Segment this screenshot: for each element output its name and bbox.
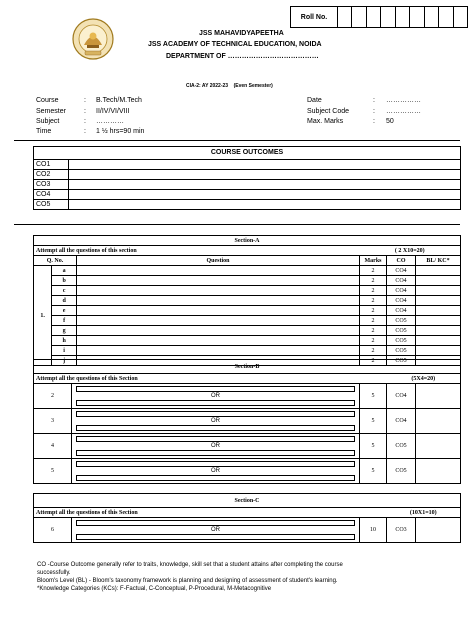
footer-co-note: CO -Course Outcome generally refer to traits, knowledge, skill set that a student attains after completing the course (37, 562, 343, 568)
time-sep: : (84, 128, 86, 135)
section-b-qno: 4 (34, 434, 72, 459)
max-marks-value: 50 (386, 118, 394, 125)
sub-question-letter: j (52, 356, 77, 366)
institute-seal-logo (72, 18, 114, 60)
question-bl-kc (416, 266, 461, 276)
question-with-or (72, 409, 360, 434)
header-co: CO (387, 256, 416, 266)
question-marks: 2 (360, 326, 387, 336)
question-text (77, 286, 360, 296)
sub-question-letter: c (52, 286, 77, 296)
question-bl-kc (416, 384, 461, 409)
section-b-qno: 5 (34, 459, 72, 484)
org-line-2: JSS ACADEMY OF TECHNICAL EDUCATION, NOIDA (148, 41, 322, 48)
divider-line (14, 224, 460, 225)
footer-notes (37, 561, 447, 593)
semester-value: II/IV/VI/VIII (96, 108, 130, 115)
question-option-box (76, 450, 355, 456)
co-row-desc (69, 170, 461, 180)
co-row-label: CO3 (34, 180, 69, 190)
question-option-box (76, 475, 355, 481)
sub-question-letter: f (52, 316, 77, 326)
question-marks: 10 (360, 518, 387, 543)
course-outcomes-table (33, 146, 461, 210)
course-outcomes-title: COURSE OUTCOMES (34, 147, 461, 160)
section-c-instruction: Attempt all the questions of this Section (34, 508, 387, 518)
question-text (77, 316, 360, 326)
org-line-1: JSS MAHAVIDYAPEETHA (199, 30, 284, 37)
roll-digit-cell (425, 7, 439, 27)
roll-digit-cell (338, 7, 352, 27)
co-row-desc (69, 160, 461, 170)
roll-digit-cell (454, 7, 467, 27)
question-with-or (72, 518, 360, 543)
question-marks: 5 (360, 434, 387, 459)
question-marks: 2 (360, 266, 387, 276)
question-co: CO4 (387, 296, 416, 306)
date-label: Date (307, 97, 322, 104)
question-marks: 5 (360, 384, 387, 409)
question-bl-kc (416, 346, 461, 356)
divider-line (14, 140, 460, 141)
or-label: OR (211, 527, 220, 533)
question-text (77, 266, 360, 276)
co-row-desc (69, 190, 461, 200)
question-marks: 2 (360, 316, 387, 326)
header-question: Question (77, 256, 360, 266)
semester-sep: : (84, 108, 86, 115)
question-co: CO5 (387, 346, 416, 356)
question-co: CO5 (387, 326, 416, 336)
co-row-label: CO4 (34, 190, 69, 200)
section-c-marks-scheme: (10X1=10) (387, 508, 461, 518)
header-qno: Q. No. (34, 256, 77, 266)
question-co: CO4 (387, 409, 416, 434)
question-marks: 2 (360, 286, 387, 296)
co-row-label: CO1 (34, 160, 69, 170)
or-label: OR (211, 418, 220, 424)
question-co: CO5 (387, 459, 416, 484)
question-text (77, 346, 360, 356)
co-row-label: CO5 (34, 200, 69, 210)
section-a-instruction: Attempt all the questions of this section (34, 246, 360, 256)
subject-label: Subject (36, 118, 60, 125)
question-marks: 2 (360, 346, 387, 356)
co-row-label: CO2 (34, 170, 69, 180)
subject-value: ………… (96, 118, 124, 125)
question-marks: 2 (360, 296, 387, 306)
header-marks: Marks (360, 256, 387, 266)
question-co: CO4 (387, 286, 416, 296)
question-option-box (76, 411, 355, 417)
exam-label: CIA-2: AY 2022-23 (Even Semester) (186, 83, 273, 89)
question-co: CO5 (387, 316, 416, 326)
sub-question-letter: b (52, 276, 77, 286)
question-co: CO5 (387, 356, 416, 366)
section-a-qno: 1. (34, 266, 52, 366)
question-bl-kc (416, 336, 461, 346)
section-c-qno: 6 (34, 518, 72, 543)
question-text (77, 296, 360, 306)
section-b-qno: 2 (34, 384, 72, 409)
sub-question-letter: g (52, 326, 77, 336)
sub-question-letter: a (52, 266, 77, 276)
question-co: CO4 (387, 384, 416, 409)
question-bl-kc (416, 306, 461, 316)
question-bl-kc (416, 434, 461, 459)
section-c-table (33, 493, 461, 543)
question-bl-kc (416, 316, 461, 326)
footer-kc-note: *Knowledge Categories (KCs): F-Factual, C-Conceptual, P-Procedural, M-Metacognitive (37, 586, 272, 592)
question-option-box (76, 520, 355, 526)
question-co: CO4 (387, 266, 416, 276)
sub-question-letter: e (52, 306, 77, 316)
sub-question-letter: i (52, 346, 77, 356)
question-with-or (72, 459, 360, 484)
date-sep: : (373, 97, 375, 104)
semester-label: Semester (36, 108, 66, 115)
max-marks-label: Max. Marks (307, 118, 344, 125)
section-b-table (33, 359, 461, 484)
question-marks: 5 (360, 459, 387, 484)
question-with-or (72, 384, 360, 409)
question-marks: 5 (360, 409, 387, 434)
max-marks-sep: : (373, 118, 375, 125)
question-text (77, 276, 360, 286)
question-option-box (76, 534, 355, 540)
co-row-desc (69, 200, 461, 210)
question-with-or (72, 434, 360, 459)
question-bl-kc (416, 518, 461, 543)
time-value: 1 ½ hrs=90 min (96, 128, 145, 135)
footer-co-note-cont: successfully. (37, 570, 71, 576)
subject-code-value: …………… (386, 108, 421, 115)
subject-code-sep: : (373, 108, 375, 115)
roll-digit-cell (352, 7, 366, 27)
section-b-title: Section-B (34, 360, 461, 374)
or-label: OR (211, 393, 220, 399)
question-co: CO5 (387, 336, 416, 346)
question-marks: 2 (360, 336, 387, 346)
section-b-instruction: Attempt all the questions of this Section (34, 374, 387, 384)
department-line: DEPARTMENT OF ………………………………… (166, 53, 319, 60)
sub-question-letter: d (52, 296, 77, 306)
date-value: …………… (386, 97, 421, 104)
roll-number-label: Roll No. (291, 7, 338, 27)
question-marks: 2 (360, 276, 387, 286)
roll-digit-cell (396, 7, 410, 27)
roll-digit-cell (410, 7, 424, 27)
question-co: CO3 (387, 518, 416, 543)
question-option-box (76, 386, 355, 392)
question-text (77, 336, 360, 346)
question-option-box (76, 461, 355, 467)
section-a-table (33, 235, 461, 366)
question-co: CO4 (387, 276, 416, 286)
question-marks: 2 (360, 306, 387, 316)
course-value: B.Tech/M.Tech (96, 97, 142, 104)
roll-digit-cell (381, 7, 395, 27)
section-a-title: Section-A (34, 236, 461, 246)
question-bl-kc (416, 409, 461, 434)
subject-code-label: Subject Code (307, 108, 350, 115)
question-bl-kc (416, 459, 461, 484)
time-label: Time (36, 128, 52, 135)
roll-number-box (290, 6, 468, 28)
section-c-title: Section-C (34, 494, 461, 508)
course-sep: : (84, 97, 86, 104)
section-b-qno: 3 (34, 409, 72, 434)
or-label: OR (211, 468, 220, 474)
question-bl-kc (416, 286, 461, 296)
roll-digit-cell (367, 7, 381, 27)
co-row-desc (69, 180, 461, 190)
course-label: Course (36, 97, 59, 104)
question-bl-kc (416, 276, 461, 286)
question-text (77, 306, 360, 316)
question-marks: 2 (360, 356, 387, 366)
question-option-box (76, 425, 355, 431)
roll-digit-cell (439, 7, 453, 27)
question-bl-kc (416, 296, 461, 306)
section-b-marks-scheme: (5X4=20) (387, 374, 461, 384)
question-text (77, 326, 360, 336)
or-label: OR (211, 443, 220, 449)
question-co: CO5 (387, 434, 416, 459)
section-a-marks-scheme: ( 2 X10=20) (360, 246, 461, 256)
question-option-box (76, 436, 355, 442)
question-option-box (76, 400, 355, 406)
header-bl-kc: BL/ KC* (416, 256, 461, 266)
question-co: CO4 (387, 306, 416, 316)
footer-bl-note: Bloom's Level (BL) - Bloom's taxonomy framework is planning and designing of assessment of student's learning. (37, 578, 338, 584)
subject-sep: : (84, 118, 86, 125)
sub-question-letter: h (52, 336, 77, 346)
question-bl-kc (416, 326, 461, 336)
